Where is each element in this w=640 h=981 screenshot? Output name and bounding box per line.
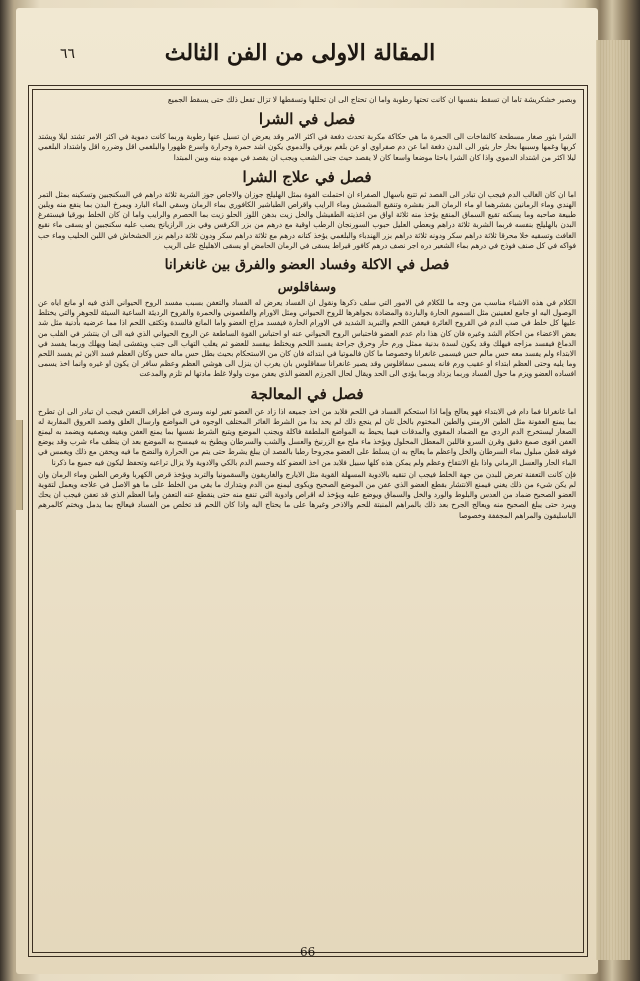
page-header — [40, 40, 580, 82]
signature-mark: 66 — [300, 945, 316, 959]
page-number: ٦٦ — [60, 46, 76, 62]
running-title: المقالة الاولى من الفن الثالث — [164, 40, 436, 66]
section-heading-gangrene-line2: وسفاقلوس — [277, 279, 337, 295]
paragraph-treatment-continued: فإن كانت التعفنة تعرض للبدن من جهة الخلط فيجب ان تنقيه بالادوية المسهلة القوية مثل الايارج والغاريقون والسقمونيا والتربد ويؤخذ قرص الكهربا وقرص الطين وماء الرمان وان لم يكن شيء من ذلك يغني فيمنع الانتشار بقطع العضو الذي عفن من الموضع الصحيح ويكوى ليمنع من الدم ويتدارك ما يقي من الخلط على ما هو الاصل في علاجه ويعمل لتقوية العضو الصحيح ضماد من العدس والبلوط والورد والخل والسماق ويوضع عليه ويؤخذ له اقراص وادوية التي تنفع منه حتى ينقطع عنه التعفن واما العظم الذي قد تعفن فيجب ان يحك ويبرد حتى يبلغ الصحيح منه ويعالج الجرح بعد ذلك بالمراهم المنبتة للحم والاذخر وغيرها على ما يحتاج اليه واذا كان اللحم قد تخلص من الفساد فيعالج بما يدمل ويختم كالمرهم الباسليقون والمراهم المجففة وخصوصا — [38, 469, 576, 520]
paragraph-treatment: اما غانغرانا فما دام في الابتداء فهو يعالج وإما اذا استحكم الفساد في اللحم فلابد من اخذ جميعه اذا زاد عن العضو تغير لونه وسرى في اطراف التعفن فيجب ان تبادر الى ان تطرح بما يمنع العفونة مثل الطين الارمني والطين المختوم بالخل ثان لم ينجع ذلك لم يحد بدا من الشرط الغائر المختلف الوجوه في المواضع وارسال العلق وفصد العروق المقاربة له الصغار ليستخرج الدم الردي مع الضماد المقوي والمدقات فيما يحيط به المواضع الملطفة فاكلة ويجنب الموضع ويتبع الشرط نفسها بما يمنع العفن ويقيه ويصفيه ويضمد به ليمنع العفن اقوى صمغ دقيق وقرن السرو فاللبن المعطل المحلول ويؤخذ ماء ملح مع الزرنيخ والعسل والشب والسرطان ويطبخ به فيمسح به الموضع بعد ان ينظف ماء شرب وقد يوضع فوقه قطن مبلول بماء السرطان والخل واعظم ما يعالج به ان يسلط على العضو مجروحا رطبا بالفصد ان يبلغ يشرط حتى يتم من الحرارة والنضج ما فيه ويحقن مع ذلك ويغمس في الماء الحار والعسل الرماني واذا بلغ الانتفاخ وعظم ولم يمكن هذه كلها سبيل فلابد من اخذ العضو كله وحسم الدم بالكي والادوية ولا يزال تراعيه وتحفظ ليكون فيه جميع ما ذكرنا — [38, 406, 576, 467]
section-heading-shara-treatment: فصل في علاج الشرا — [242, 167, 372, 186]
paragraph-gangrene: الكلام في هذه الاشياء مناسب من وجه ما للكلام في الامور التي سلف ذكرها ونقول ان الفساد يعرض له الفساد والتعفن بسبب مفسد الروح الحيواني الذي فيه او مانع اياه عن الوصول اليه او جامع لعفينين مثل السموم الحارة والباردة والمضادة بجواهرها للروح الحيواني ومثل الاورام والفلغموني والحمرة والقروح الرديئة الساعية السيئة للجوهر والتي يختلط عليها كل خلط في صب الدم في القروح الغائرة فيعفن اللحم والتبريد الشديد في الاورام الحارة فيفسد مزاج العضو واما المانع فالسدة وتكثف اللحم اذا مما عرضيه بأدنية مثل شد بعض الاعضاء من احكام الشد وغيره فان كان هذا دام عدم العضو فاحتباس الروح الحيواني عنه او احتباس القوة الساطعة عن الروح الحيواني الذي فيه الى ان ينتشر في القلب من الدماغ فيفسد مزاجه فيهلك وقد يكون لسدة بدنية ممثل ورم حار وحرق جراحة يفسد اللحم ويختلط بيفسد للعضو ثم يغلب التهاب الى جنب ويتفشى ايضا ويهلك وربما يفسد في الابتداء ولم يفسد معه حس مالم حس فيسمى غانغرانا وخصوصا ما كان فالموتيا في ابتدائه فان كان من الاستحكام بحيث بطل حس ماله حس وكان العظم فسد الابن ثم يفسد اللحم وما يليه وحتى العظم ابتداء او عقيب ورم فانه يسمى سفاقلوس وقد يصير غانغرانا سفاقلوس بان يغرب ان ينزل الى هوشي العظم وعظم سافر ان يكون او غيره وانما اخذ يسمى افساده العضو ويزم ما حول الفساد وربما يزداد وربما يؤدي الى الحد ويقال لحال الجرزم العضو الذي يعفن موت ولولا غلط مادتها لم تلزم والمدعت — [38, 298, 576, 379]
section-heading-gangrene: فصل في الاكلة وفساد العضو والفرق بين غانغرانا — [164, 257, 450, 274]
paragraph-shara-treatment: اما ان كان الغالب الدم فيجب ان تبادر الى الفصد ثم تتبع باسهال الصفراء ان احتملت القوة بمثل الهليلج جوزان والاجاص جوز الشربة ثلاثة دراهم في السكنجبين وتسكينه بمثل التمر الهندي وماء الرمانين بقشرهما او ماء الرمان المز بقشره وتنقيع المشمش وماء الرايب واقراص الطباشير الكافوري بماء الرمان وسقي الماء البارد ويمرخ البدن بما ينفع منه ويلين طبيعة صاحبه وما يسكنه تقيع السماق المنقع يؤخذ منه ثلاثة اواق من اغذيته الطفيشل والخل زيت بدهن اللوز الحلو زيت بما الحصرم والرايب واما ان كان الخلط بورقيا فيستفرغ البدن بالهليلج بنفسه فربما الشربة ثلاثة دراهم وبعطي العليل حبوب السورنجان الرطب اوقية مع درهم من بزر الكرفس وفي بزر الرازيانج يصب عليه سكنجبين او يسقى ماء نقيع الغافث وتسقيه خلا محرقا ثلاثة دراهم سكر ودونه ثلاثة دراهم بزر الهندباء والبلغمي يؤخذ كتانه درهم مع ثلاثة دراهم سكر ودون ثلاثة دراهم بزر الخشخاش في اللبن الحليب وماء حب فواكه في كل صنف فوذج في درهم بماء الشعير دره اجر نصف درهم كافور قيراط يسقى في الرمان الحامض او يسقى الاهليلج على الريب — [38, 189, 576, 250]
book-fore-edge — [596, 40, 630, 960]
section-heading-treatment: فصل في المعالجة — [250, 384, 364, 403]
main-text-block — [38, 95, 576, 945]
section-heading-shara: فصل في الشرا — [258, 110, 356, 129]
paragraph-shara: الشرا بثور صغار مسطحة كالنفاخات الى الحمرة ما هي حكاكة مكربة تحدث دفعة في اكثر الامر وقد يعرض ان تسيل عنها رطوبة وربما كانت دموية في اكثر الامر تشتد ليلا ويشتد كربها وغمها وسببها بخار حار يثور الى البدن دفعة اما عن دم صفراوي او عن بلغم بورقي والدموي يكون اشد حمرة وحرارة واسرع ظهورا والبلغمي اقل وضرره اقل واشتداد البلغمي ليلا اكثر من اشتداد الدموي واذا كان الشرا باحثا موضعا واسعا كان لا يقصد حيث جنى الشعب ويجب ان يقصد في مهده بينه وبين المبتدا — [38, 132, 576, 162]
paragraph-intro: وبصير خشكريشة تاما ان تسقط بنفسها ان كانت تحتها رطوبة واما ان تحتاج الى ان تحللها وتسقطها لا تزال تفعل ذلك حتى يسقط الجميع — [167, 95, 576, 104]
page-tab-marker — [16, 420, 23, 510]
